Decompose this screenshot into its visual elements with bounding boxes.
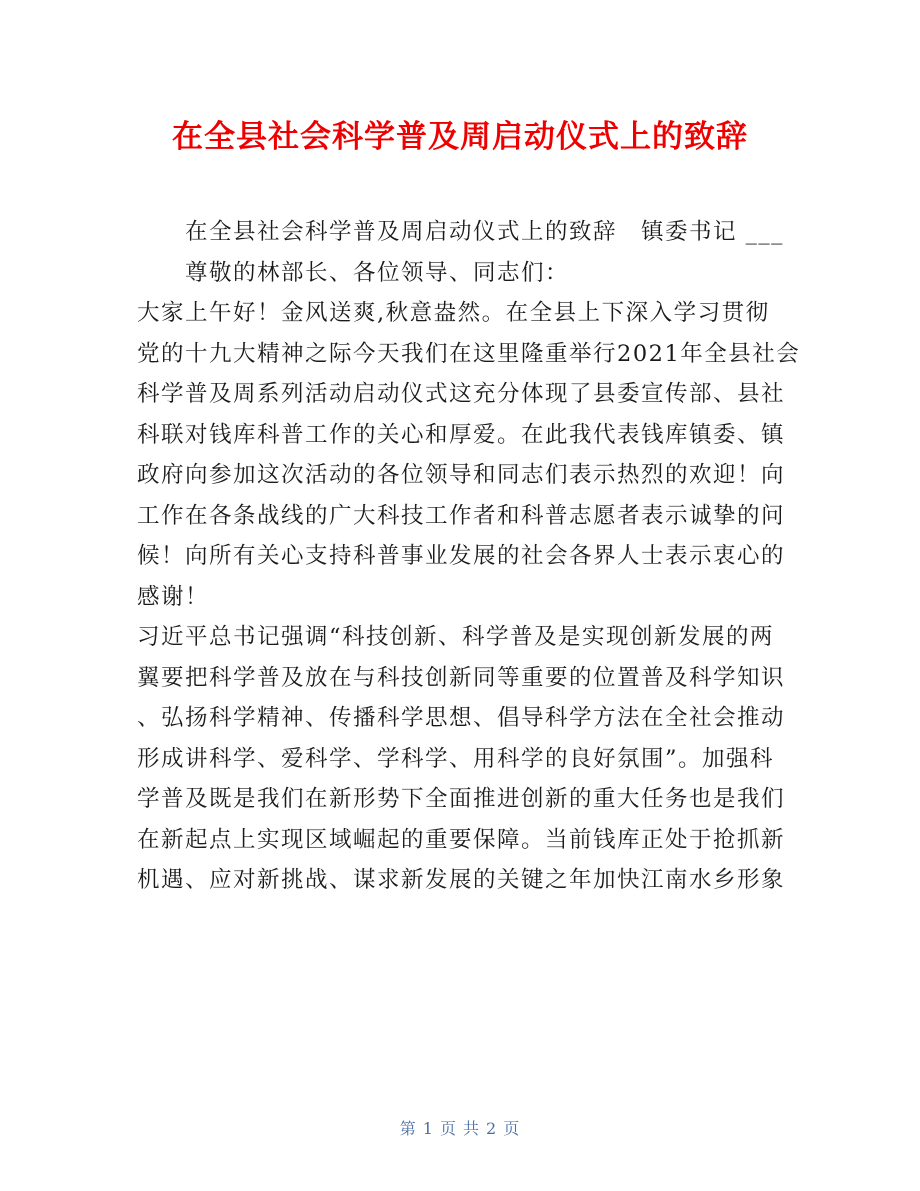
document-body [137, 212, 801, 901]
text-line: 形成讲科学、爱科学、学科学、用科学的良好氛围”。加强科 [137, 745, 775, 772]
text-line: 、弘扬科学精神、传播科学思想、倡导科学方法在全社会推动 [137, 705, 786, 731]
footer-total-pages: 2 [486, 1119, 498, 1138]
footer-prefix: 第 [399, 1119, 417, 1138]
footer-mid: 页 共 [439, 1119, 481, 1138]
footer-current-page: 1 [422, 1119, 434, 1138]
text-line: 大家上午好！金风送爽,秋意盎然。在全县上下深入学习贯彻 [137, 300, 770, 326]
text-line: 在新起点上实现区域崛起的重要保障。当前钱库正处于抢抓新 [137, 826, 786, 853]
text-line: 政府向参加这次活动的各位领导和同志们表示热烈的欢迎！向 [137, 462, 786, 488]
page-footer [0, 1116, 920, 1139]
text-line: 科学普及周系列活动启动仪式这充分体现了县委宣传部、县社 [137, 381, 786, 407]
text-line: 翼要把科学普及放在与科技创新同等重要的位置普及科学知识 [137, 664, 786, 691]
text-line: 候！向所有关心支持科普事业发展的社会各界人士表示衷心的 [137, 543, 786, 569]
text-line: 感谢！ [137, 583, 210, 610]
text-line: 科联对钱库科普工作的关心和厚爱。在此我代表钱库镇委、镇 [137, 421, 786, 448]
text-line: 学普及既是我们在新形势下全面推进创新的重大任务也是我们 [137, 786, 786, 812]
text-line: 机遇、应对新挑战、谋求新发展的关键之年加快江南水乡形象 [137, 867, 786, 893]
footer-suffix: 页 [503, 1119, 521, 1138]
text-line-salutation: 尊敬的林部长、各位领导、同志们： [185, 259, 570, 286]
text-line: 习近平总书记强调“科技创新、科学普及是实现创新发展的两 [137, 624, 775, 650]
text-line-subtitle: 在全县社会科学普及周启动仪式上的致辞 镇委书记 ___ [185, 219, 784, 245]
text-line: 工作在各条战线的广大科技工作者和科普志愿者表示诚挚的问 [137, 502, 786, 529]
document-title: 在全县社会科学普及周启动仪式上的致辞 [172, 119, 748, 155]
text-line: 党的十九大精神之际今天我们在这里隆重举行2021年全县社会 [137, 340, 801, 367]
